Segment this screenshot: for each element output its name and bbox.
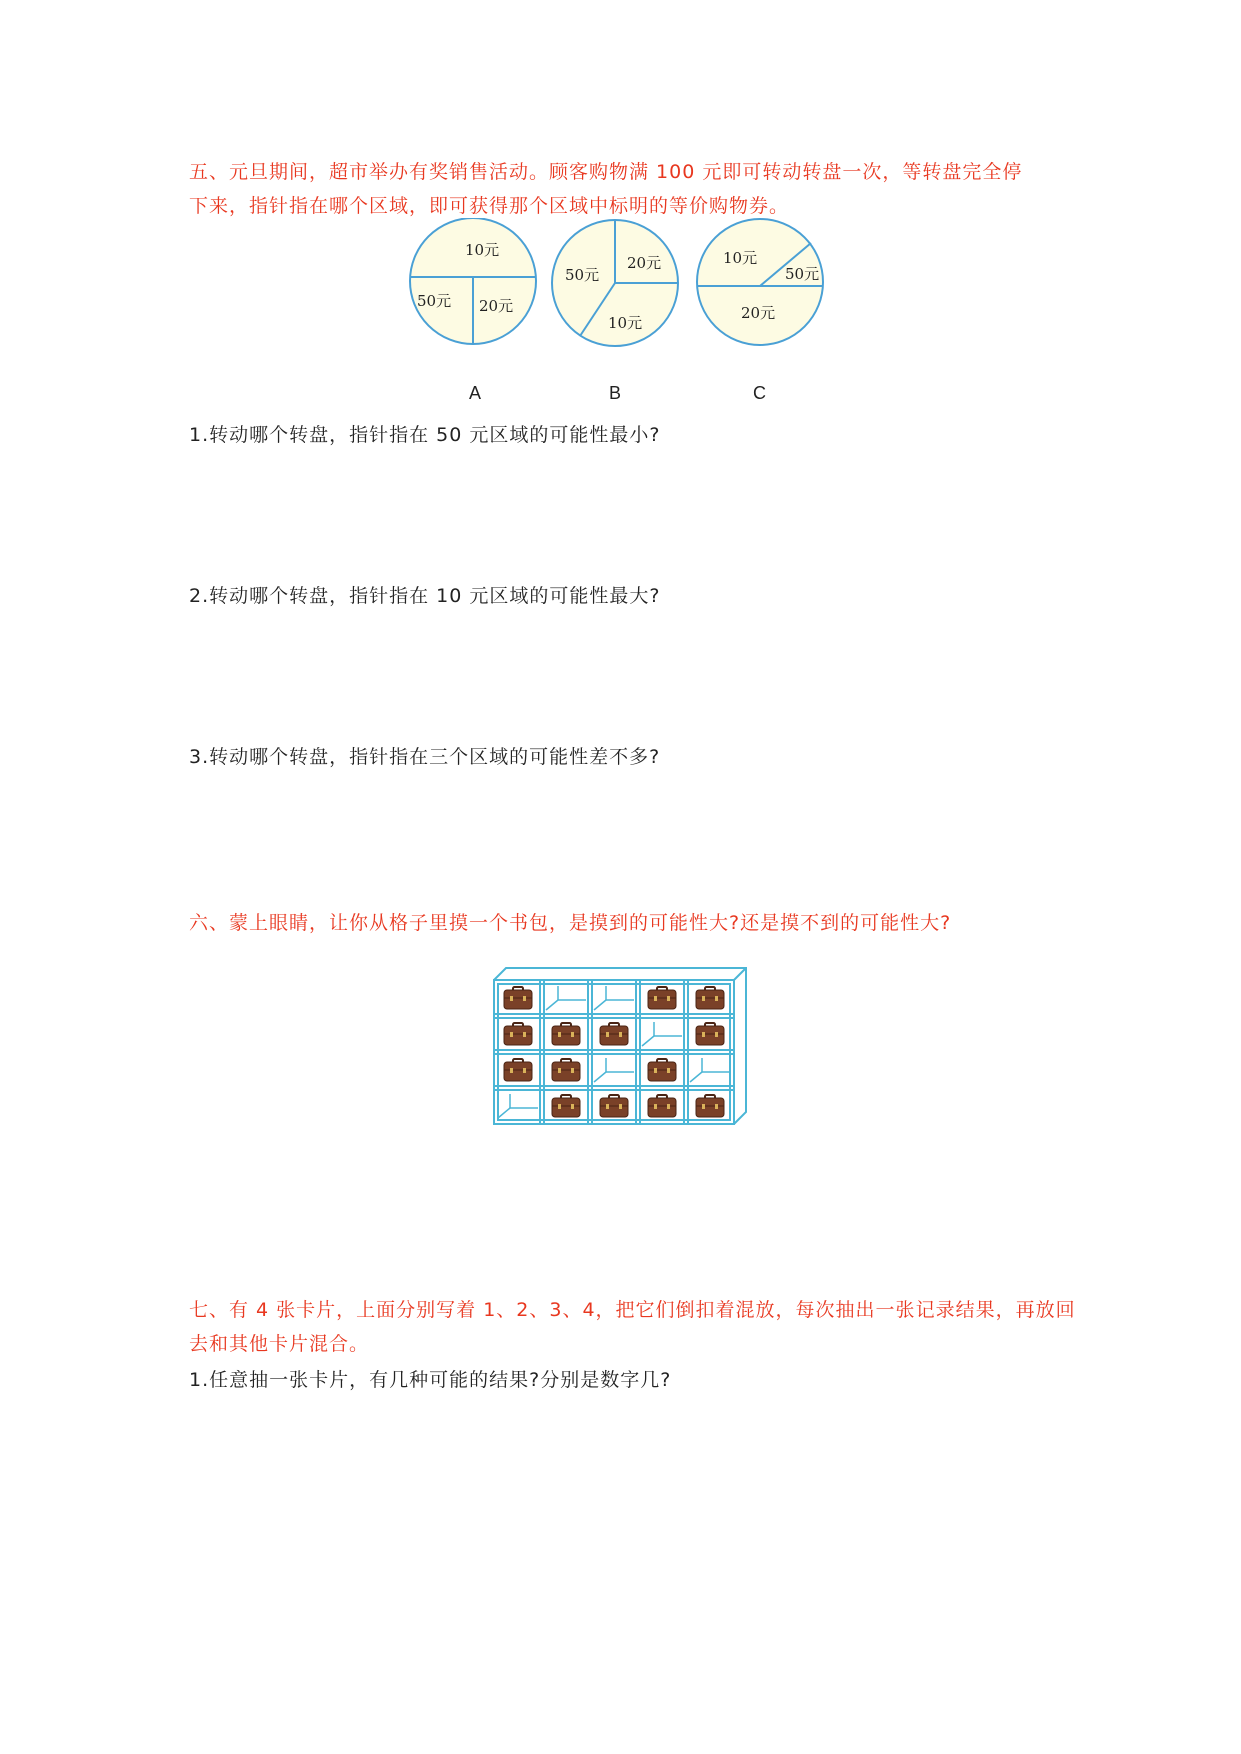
briefcase-body (600, 1098, 628, 1117)
briefcase-clasp (558, 1032, 561, 1037)
empty-cell-line (498, 1108, 510, 1118)
wheel-b-region-50: 50元 (565, 266, 600, 284)
wheel-b-region-10: 10元 (608, 314, 643, 332)
briefcase-clasp (715, 1104, 718, 1109)
section5-question-3: 3.转动哪个转盘，指针指在三个区域的可能性差不多? (189, 746, 661, 768)
spinner-wheels-figure (405, 218, 845, 358)
briefcase-clasp (619, 1104, 622, 1109)
wheel-c-region-50: 50元 (785, 265, 820, 283)
shelf-frame-depth (734, 968, 746, 980)
briefcase-clasp (702, 1104, 705, 1109)
briefcase-icon (504, 987, 532, 1009)
briefcase-body (504, 990, 532, 1009)
briefcase-icon (696, 1095, 724, 1117)
briefcase-clasp (523, 1032, 526, 1037)
spinner-wheel-b (552, 220, 678, 346)
briefcase-clasp (606, 1032, 609, 1037)
bookshelf-grid-figure (490, 962, 750, 1132)
empty-cell (546, 986, 586, 1010)
section5-question-2: 2.转动哪个转盘，指针指在 10 元区域的可能性最大? (189, 585, 661, 607)
spinner-wheel-a (410, 218, 536, 344)
briefcase-clasp (523, 996, 526, 1001)
section5-intro-line2: 下来，指针指在哪个区域，即可获得那个区域中标明的等价购物券。 (189, 195, 790, 217)
wheel-b-region-20: 20元 (627, 254, 662, 272)
briefcase-icon (696, 987, 724, 1009)
briefcase-body (696, 1026, 724, 1045)
briefcase-body (504, 1026, 532, 1045)
wheel-b-label: B (609, 383, 622, 403)
briefcase-clasp (510, 1032, 513, 1037)
briefcase-icon (648, 1059, 676, 1081)
empty-cell (594, 1058, 634, 1082)
briefcase-body (504, 1062, 532, 1081)
empty-cell (594, 986, 634, 1010)
empty-cell-line (546, 1000, 558, 1010)
empty-cell (690, 1058, 730, 1082)
briefcase-body (552, 1062, 580, 1081)
wheel-c-region-20: 20元 (741, 304, 776, 322)
briefcase-body (696, 990, 724, 1009)
empty-cell-line (594, 1072, 606, 1082)
wheel-a-region-10: 10元 (465, 241, 500, 259)
briefcase-clasp (523, 1068, 526, 1073)
briefcase-clasp (619, 1032, 622, 1037)
briefcase-body (648, 990, 676, 1009)
empty-cell-line (642, 1036, 654, 1046)
briefcase-clasp (702, 996, 705, 1001)
briefcase-body (600, 1026, 628, 1045)
briefcase-clasp (654, 1104, 657, 1109)
section5-question-1: 1.转动哪个转盘，指针指在 50 元区域的可能性最小? (189, 424, 661, 446)
briefcase-icon (600, 1095, 628, 1117)
briefcase-clasp (558, 1068, 561, 1073)
briefcase-body (648, 1098, 676, 1117)
briefcase-icon (600, 1023, 628, 1045)
briefcase-clasp (715, 1032, 718, 1037)
section6-question: 六、蒙上眼睛，让你从格子里摸一个书包，是摸到的可能性大?还是摸不到的可能性大? (189, 912, 952, 934)
briefcase-icon (504, 1023, 532, 1045)
empty-cell-line (690, 1072, 702, 1082)
spinner-wheel-c (697, 219, 823, 345)
briefcase-body (552, 1026, 580, 1045)
wheel-c-region-10: 10元 (723, 249, 758, 267)
briefcase-icon (696, 1023, 724, 1045)
section7-question-1: 1.任意抽一张卡片，有几种可能的结果?分别是数字几? (189, 1369, 672, 1391)
section7-intro-line2: 去和其他卡片混合。 (189, 1333, 370, 1355)
briefcase-icon (552, 1023, 580, 1045)
briefcase-body (552, 1098, 580, 1117)
section7-intro-line1: 七、有 4 张卡片，上面分别写着 1、2、3、4，把它们倒扣着混放，每次抽出一张记录结果，再放回 (189, 1299, 1076, 1321)
briefcase-clasp (667, 996, 670, 1001)
briefcase-clasp (558, 1104, 561, 1109)
briefcase-clasp (571, 1068, 574, 1073)
briefcase-icon (504, 1059, 532, 1081)
briefcase-icon (648, 1095, 676, 1117)
shelf-cells (498, 986, 730, 1118)
briefcase-clasp (510, 996, 513, 1001)
wheel-a-region-50: 50元 (417, 292, 452, 310)
wheel-c-label: C (753, 383, 766, 403)
briefcase-clasp (654, 1068, 657, 1073)
empty-cell-line (594, 1000, 606, 1010)
empty-cell (498, 1094, 538, 1118)
briefcase-clasp (606, 1104, 609, 1109)
briefcase-icon (552, 1059, 580, 1081)
briefcase-clasp (667, 1068, 670, 1073)
briefcase-clasp (667, 1104, 670, 1109)
briefcase-clasp (715, 996, 718, 1001)
briefcase-clasp (571, 1104, 574, 1109)
briefcase-icon (648, 987, 676, 1009)
empty-cell (642, 1022, 682, 1046)
wheel-a-region-20: 20元 (479, 297, 514, 315)
briefcase-clasp (510, 1068, 513, 1073)
briefcase-clasp (702, 1032, 705, 1037)
briefcase-clasp (571, 1032, 574, 1037)
briefcase-clasp (654, 996, 657, 1001)
section5-intro-line1: 五、元旦期间，超市举办有奖销售活动。顾客购物满 100 元即可转动转盘一次，等转盘完全停 (189, 161, 1023, 183)
briefcase-icon (552, 1095, 580, 1117)
briefcase-body (696, 1098, 724, 1117)
briefcase-body (648, 1062, 676, 1081)
wheel-a-label: A (469, 383, 482, 403)
